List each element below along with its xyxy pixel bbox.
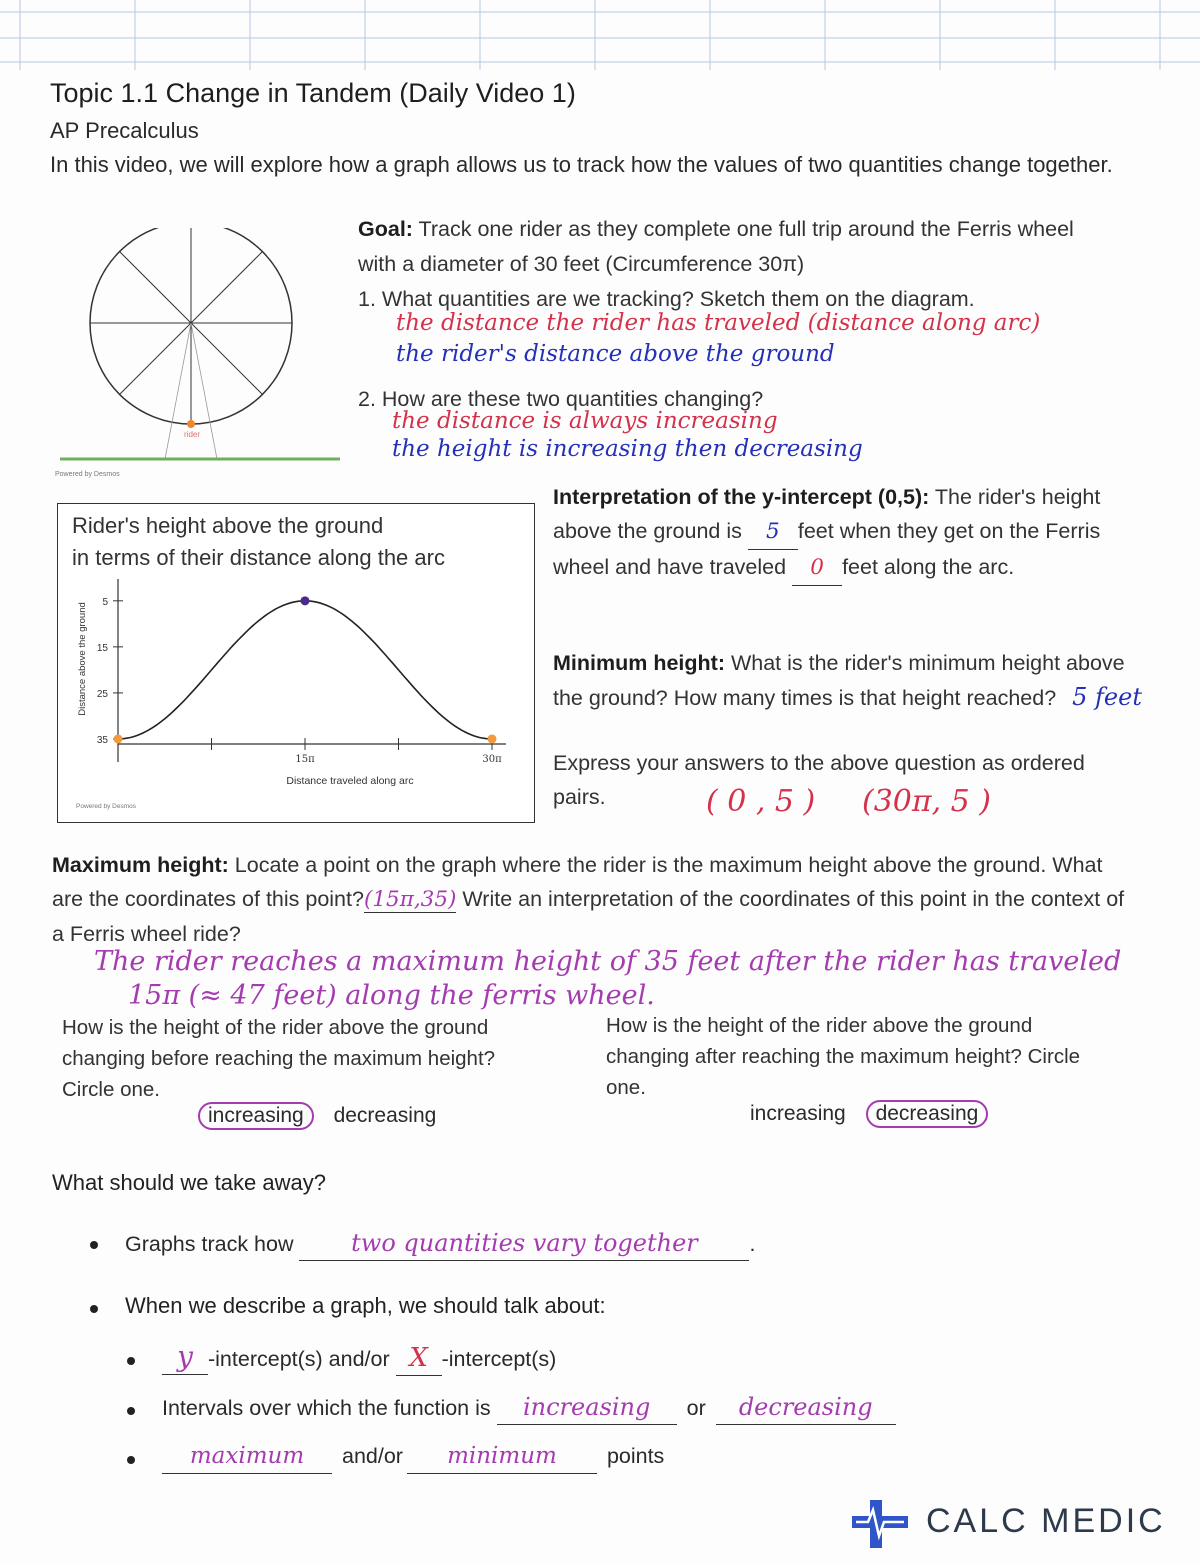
before-max-question: How is the height of the rider above the ground changing before reaching the maximum height? Circle one. (62, 1016, 496, 1101)
page-title: Topic 1.1 Change in Tandem (Daily Video 1) (50, 78, 576, 108)
y-intercept-text-2: feet when they get on the Ferris wheel and have traveled (553, 519, 1101, 579)
maximum-height-section (52, 848, 1132, 951)
goal-label: Goal: (358, 217, 413, 241)
sub-bullet-1 (127, 1357, 135, 1365)
calc-medic-logo-icon (852, 1500, 908, 1550)
takeaway-s3-blank-maximum: maximum (162, 1439, 332, 1474)
y-tick-label: 35 (96, 734, 108, 746)
bullet-2 (90, 1305, 98, 1313)
maximum-answer-line-2: 15π (≈ 47 feet) along the ferris wheel. (128, 980, 655, 1011)
y-tick-label: 25 (96, 688, 108, 700)
y-intercept-label: Interpretation of the y-intercept (0,5): (553, 485, 930, 509)
data-point (300, 596, 309, 605)
y-intercept-blank-height: 5 (748, 515, 798, 550)
grid-paper-strip (0, 0, 1200, 70)
answer-2-line-2: the height is increasing then decreasing (392, 436, 863, 462)
takeaway-s1-blank-x: X (396, 1341, 442, 1376)
takeaway-b2-text: When we describe a graph, we should talk about: (125, 1293, 606, 1318)
takeaway-s3-and: and/or (341, 1444, 403, 1468)
takeaway-b1-text: Graphs track how (125, 1232, 294, 1256)
takeaway-s2-blank-decreasing: decreasing (716, 1390, 896, 1425)
question-1: 1. What quantities are we tracking? Sketch them on the diagram. (358, 287, 975, 311)
answer-1-line-2: the rider's distance above the ground (396, 341, 835, 367)
sub-bullet-3 (127, 1456, 135, 1464)
y-tick-label: 5 (102, 596, 108, 608)
calc-medic-logo-text: CALC MEDIC (926, 1502, 1166, 1540)
takeaway-heading: What should we take away? (52, 1170, 326, 1195)
data-point (114, 734, 123, 743)
after-option-decreasing[interactable]: decreasing (866, 1100, 989, 1128)
ordered-pair-1: ( 0 , 5 ) (706, 784, 816, 819)
answer-2-line-1: the distance is always increasing (392, 408, 778, 434)
minimum-height-question: What is the rider's minimum height above the ground? How many times is that height reached? (553, 651, 1125, 710)
takeaway-s1-text-1: -intercept(s) and/or (208, 1347, 390, 1371)
minimum-height-label: Minimum height: (553, 651, 725, 675)
takeaway-s2-or: or (686, 1396, 706, 1420)
takeaway-s1-text-2: -intercept(s) (441, 1347, 557, 1371)
y-intercept-text-1: The rider's height above the ground is (553, 485, 1101, 543)
before-option-decreasing[interactable]: decreasing (333, 1104, 437, 1127)
takeaway-s2-blank-increasing: increasing (497, 1390, 677, 1425)
question-2: 2. How are these two quantities changing? (358, 387, 764, 411)
minimum-height-answer: 5 feet (1072, 683, 1142, 711)
goal-text: Track one rider as they complete one full trip around the Ferris wheel with a diameter of 30 feet (Circumference 30π) (358, 217, 1074, 276)
after-max-question: How is the height of the rider above the ground changing after reaching the maximum height? Circle one. (606, 1014, 1081, 1099)
x-tick-label-30pi: 30π (482, 754, 502, 765)
takeaway-b1-end: . (749, 1232, 756, 1256)
course-name: AP Precalculus (50, 118, 199, 143)
powered-by-label: Powered by Desmos (55, 471, 120, 478)
before-options (198, 1102, 436, 1130)
after-option-increasing[interactable]: increasing (750, 1102, 846, 1125)
rider-label: rider (184, 430, 201, 439)
x-axis-label: Distance traveled along arc (286, 775, 414, 787)
answer-1-line-1: the distance the rider has traveled (distance along arc) (396, 310, 1041, 336)
y-intercept-text-3: feet along the arc. (842, 555, 1015, 579)
ferris-wheel-diagram (50, 228, 350, 488)
takeaway-b1-answer: two quantities vary together (299, 1226, 749, 1261)
sub-bullet-2 (127, 1407, 135, 1415)
express-instruction: Express your answers to the above question as ordered pairs. (553, 751, 1085, 809)
graph-title-line-1: Rider's height above the ground (72, 513, 384, 538)
y-tick-label: 15 (96, 642, 108, 654)
before-option-increasing[interactable]: increasing (198, 1102, 314, 1130)
ordered-pair-2: (30π, 5 ) (862, 784, 991, 819)
y-intercept-blank-distance: 0 (792, 551, 842, 586)
intro-text: In this video, we will explore how a graph allows us to track how the values of two quantities change together. (50, 152, 1113, 177)
x-tick-label-15pi: 15π (295, 754, 315, 765)
graph-title-line-2: in terms of their distance along the arc (72, 545, 445, 570)
maximum-coordinates: (15π,35) (363, 887, 457, 912)
takeaway-bullet-1 (125, 1226, 755, 1261)
height-vs-distance-chart (58, 504, 534, 822)
maximum-height-interpretation-prompt: Write an interpretation of the coordinates of this point in the context of a Ferris wheel ride? (52, 887, 1125, 946)
maximum-height-label: Maximum height: (52, 853, 229, 877)
y-intercept-section (553, 480, 1143, 586)
goal-statement (358, 212, 1118, 282)
y-axis-label: Distance above the ground (77, 602, 88, 716)
takeaway-sub-1 (162, 1340, 556, 1376)
takeaway-s1-blank-y: y (162, 1340, 208, 1375)
takeaway-s2-text: Intervals over which the function is (162, 1396, 491, 1420)
powered-by-label: Powered by Desmos (76, 803, 136, 810)
graph-box (57, 503, 535, 823)
after-options (750, 1100, 988, 1128)
maximum-answer-line-1: The rider reaches a maximum height of 35 feet after the rider has traveled (94, 946, 1122, 977)
takeaway-s3-blank-minimum: minimum (407, 1439, 597, 1474)
takeaway-s3-end: points (606, 1444, 665, 1468)
bullet-1 (90, 1241, 98, 1249)
takeaway-sub-2 (162, 1390, 896, 1425)
takeaway-sub-3 (162, 1439, 664, 1474)
minimum-height-section (553, 646, 1143, 715)
data-point (488, 734, 497, 743)
maximum-height-question: Locate a point on the graph where the rider is the maximum height above the ground. What are the coordinates of this point? (52, 853, 1103, 911)
height-curve (118, 601, 492, 739)
